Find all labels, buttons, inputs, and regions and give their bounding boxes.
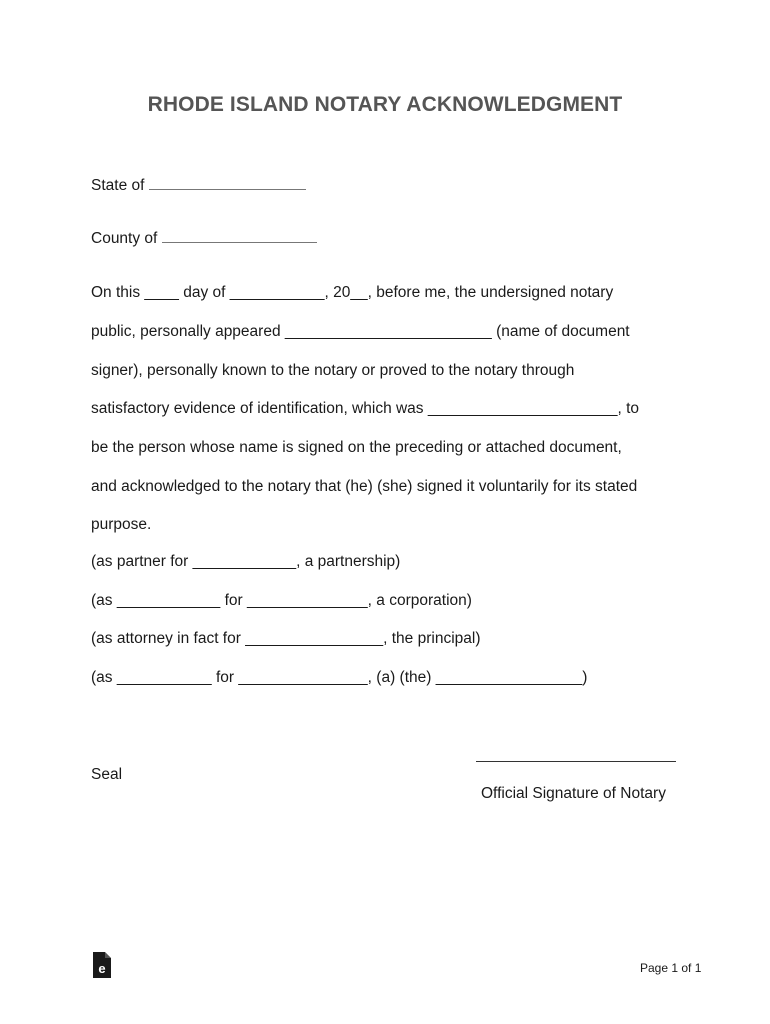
svg-text:e: e: [98, 961, 106, 976]
signature-line[interactable]: [476, 761, 676, 762]
capacity-corporation-line: (as ____________ for ______________, a corporation): [91, 592, 472, 609]
county-field: [91, 229, 317, 249]
county-label: County of: [91, 230, 158, 247]
seal-label: Seal: [91, 766, 123, 783]
state-field: [91, 176, 306, 196]
body-line: public, personally appeared ________________________ (name of document: [91, 323, 630, 340]
state-label: State of: [91, 177, 145, 194]
body-line: signer), personally known to the notary or proved to the notary through: [91, 362, 575, 379]
capacity-attorney-line: (as attorney in fact for ________________, the principal): [91, 630, 481, 647]
body-line: On this ____ day of ___________, 20__, before me, the undersigned notary: [91, 284, 614, 301]
signature-label: Official Signature of Notary: [481, 785, 666, 802]
capacity-partner-line: (as partner for ____________, a partnership): [91, 553, 401, 570]
county-blank[interactable]: [162, 230, 317, 243]
document-title: RHODE ISLAND NOTARY ACKNOWLEDGMENT: [147, 93, 623, 116]
capacity-other-line: (as ___________ for _______________, (a) (the) _________________): [91, 669, 588, 686]
state-blank[interactable]: [149, 177, 306, 190]
body-line: purpose.: [91, 516, 152, 533]
page-number: Page 1 of 1: [640, 961, 702, 975]
eforms-logo-icon: [91, 951, 113, 979]
body-line: satisfactory evidence of identification, which was ______________________, to: [91, 400, 640, 417]
body-line: be the person whose name is signed on the preceding or attached document,: [91, 439, 622, 456]
body-line: and acknowledged to the notary that (he) (she) signed it voluntarily for its stated: [91, 478, 638, 495]
